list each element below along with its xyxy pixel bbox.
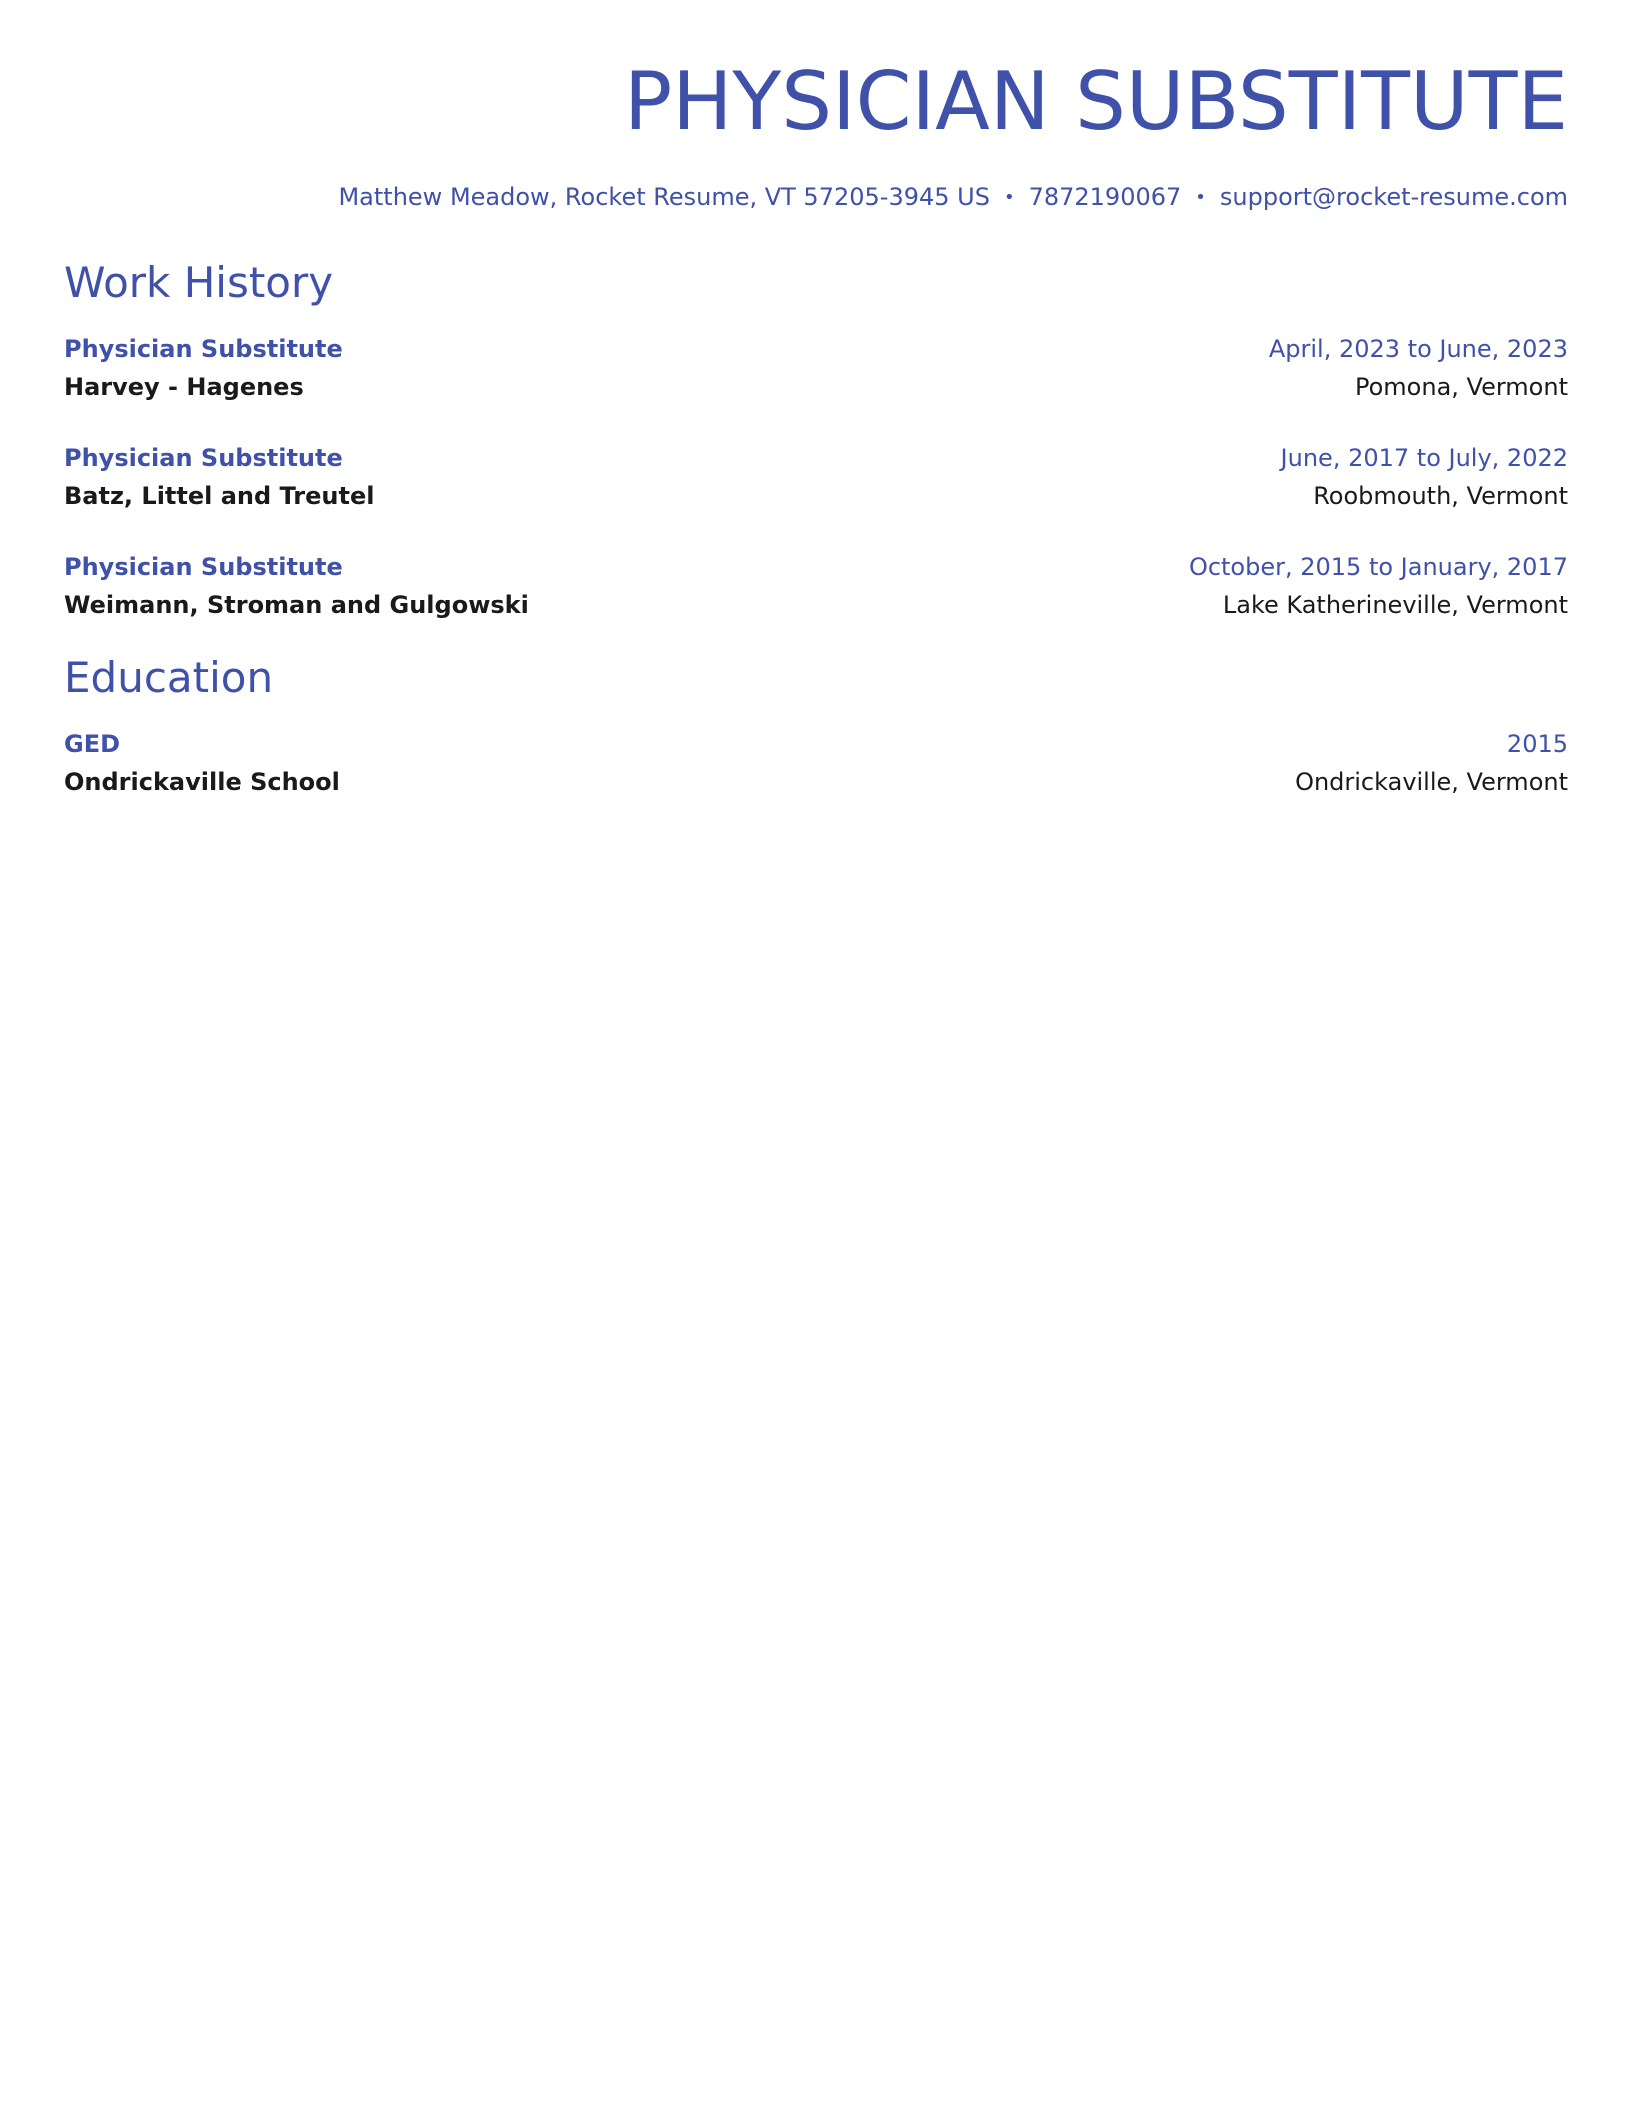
job-title: Physician Substitute (64, 335, 343, 363)
work-entry-details (64, 588, 1568, 622)
job-title: Physician Substitute (64, 444, 343, 472)
job-location: Pomona, Vermont (1355, 373, 1568, 401)
contact-separator: • (1003, 187, 1015, 208)
work-entry (64, 332, 1568, 408)
work-entry-details (64, 370, 1568, 404)
work-entry-details (64, 479, 1568, 513)
employer-name: Harvey - Hagenes (64, 373, 304, 401)
work-entry-header (64, 332, 1568, 366)
education-entry (64, 727, 1568, 803)
job-location: Roobmouth, Vermont (1313, 482, 1568, 510)
employer-name: Batz, Littel and Treutel (64, 482, 375, 510)
school-name: Ondrickaville School (64, 768, 340, 796)
work-entry (64, 441, 1568, 517)
work-entry-header (64, 550, 1568, 584)
job-title: Physician Substitute (64, 553, 343, 581)
contact-phone[interactable]: 7872190067 (1028, 183, 1182, 211)
resume-title: PHYSICIAN SUBSTITUTE (624, 55, 1568, 148)
job-dates: October, 2015 to January, 2017 (1188, 553, 1568, 581)
contact-line (338, 180, 1568, 215)
employer-name: Weimann, Stroman and Gulgowski (64, 591, 529, 619)
degree: GED (64, 730, 121, 758)
job-location: Lake Katherineville, Vermont (1222, 591, 1568, 619)
job-dates: April, 2023 to June, 2023 (1268, 335, 1568, 363)
education-entry-header (64, 727, 1568, 761)
work-history-heading: Work History (64, 258, 334, 307)
education-heading: Education (64, 653, 274, 702)
school-location: Ondrickaville, Vermont (1295, 768, 1568, 796)
contact-address: Matthew Meadow, Rocket Resume, VT 57205-3945 US (338, 183, 990, 211)
work-entry (64, 550, 1568, 626)
work-entry-header (64, 441, 1568, 475)
contact-separator: • (1195, 187, 1206, 208)
education-entry-details (64, 765, 1568, 799)
graduation-year: 2015 (1506, 730, 1568, 758)
job-dates: June, 2017 to July, 2022 (1280, 444, 1568, 472)
contact-email[interactable]: support@rocket-resume.com (1219, 183, 1568, 211)
